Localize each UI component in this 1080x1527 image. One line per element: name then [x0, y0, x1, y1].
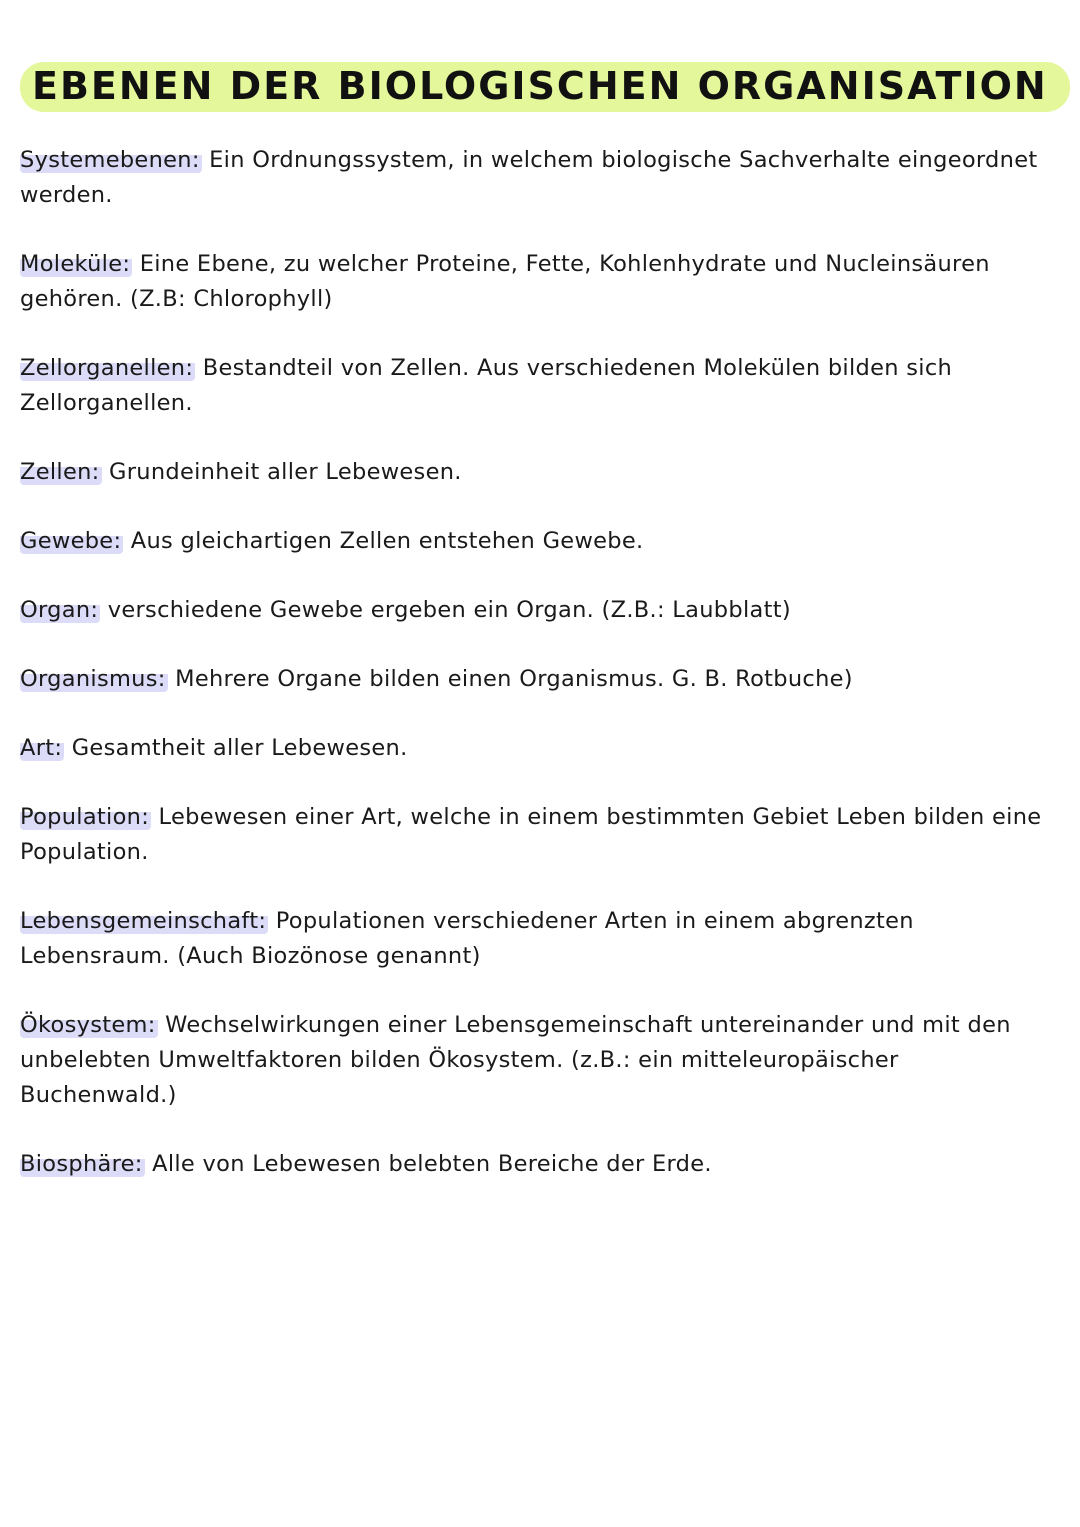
page-title: EBENEN DER BIOLOGISCHEN ORGANISATION [20, 62, 1070, 112]
definition-lebensgemeinschaft [20, 904, 1050, 974]
title-container [20, 62, 1070, 112]
definition-zellen [20, 455, 1050, 490]
definition-molekuele [20, 247, 1050, 317]
definition-text: Lebewesen einer Art, welche in einem bestimmten Gebiet Leben bilden eine Population. [20, 804, 1042, 865]
definition-text: Populationen verschiedener Arten in einem abgrenzten Lebensraum. (Auch Biozönose genannt) [20, 908, 914, 969]
term-label: Ökosystem: [20, 1012, 156, 1038]
term-label: Organ: [20, 597, 99, 623]
definition-organ [20, 593, 1050, 628]
definition-text: Grundeinheit aller Lebewesen. [101, 459, 462, 485]
definition-text: Bestandteil von Zellen. Aus verschiedenen Molekülen bilden sich Zellorganellen. [20, 355, 953, 416]
definition-population [20, 800, 1050, 870]
definition-text: Eine Ebene, zu welcher Proteine, Fette, Kohlenhydrate und Nucleinsäuren gehören. (Z.B: Chlorophyll) [20, 251, 990, 312]
term-label: Moleküle: [20, 251, 131, 277]
definition-oekosystem [20, 1008, 1050, 1113]
definition-organismus [20, 662, 1050, 697]
term-label: Systemebenen: [20, 147, 200, 173]
definition-text: Ein Ordnungssystem, in welchem biologische Sachverhalte eingeordnet werden. [20, 147, 1038, 208]
term-label: Population: [20, 804, 150, 830]
definition-zellorganellen [20, 351, 1050, 421]
term-label: Organismus: [20, 666, 166, 692]
term-label: Zellen: [20, 459, 100, 485]
definition-text: verschiedene Gewebe ergeben ein Organ. (Z.B.: Laubblatt) [100, 597, 791, 623]
definition-biosphaere [20, 1147, 1050, 1182]
definition-list [20, 143, 1050, 1216]
definition-art [20, 731, 1050, 766]
definition-text: Gesamtheit aller Lebewesen. [64, 735, 408, 761]
term-label: Lebensgemeinschaft: [20, 908, 267, 934]
term-label: Zellorganellen: [20, 355, 194, 381]
definition-systemebenen [20, 143, 1050, 213]
term-label: Art: [20, 735, 63, 761]
term-label: Gewebe: [20, 528, 122, 554]
definition-gewebe [20, 524, 1050, 559]
definition-text: Wechselwirkungen einer Lebensgemeinschaft untereinander und mit den unbelebten Umweltfaktoren bilden Ökosystem. (z.B.: ein mitteleuropäischer Buchenwald.) [20, 1012, 1011, 1108]
term-label: Biosphäre: [20, 1151, 143, 1177]
definition-text: Aus gleichartigen Zellen entstehen Gewebe. [123, 528, 644, 554]
definition-text: Alle von Lebewesen belebten Bereiche der Erde. [144, 1151, 712, 1177]
definition-text: Mehrere Organe bilden einen Organismus. G. B. Rotbuche) [167, 666, 853, 692]
